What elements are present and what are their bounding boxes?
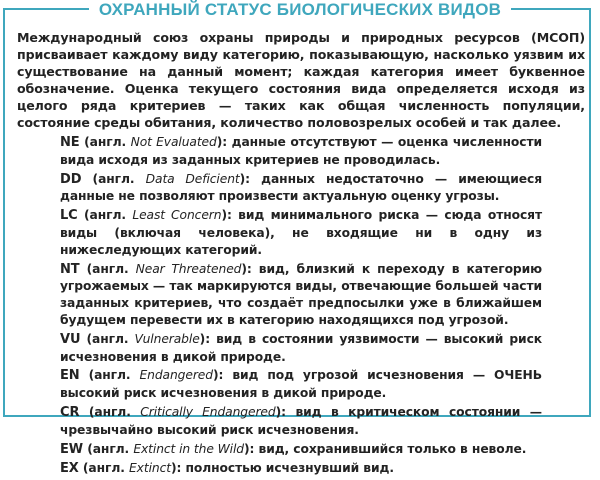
english-name: Least Concern <box>132 208 222 223</box>
definition-item <box>60 207 542 258</box>
definition-item <box>60 441 542 459</box>
definitions-list <box>60 134 542 480</box>
lang-prefix: (англ. <box>78 461 129 476</box>
category-code: EW <box>60 441 84 457</box>
definition-text: ): вид минимального риска — сюда относят виды (включая человека), не входящие ни в одну из нижеследующих категорий. <box>60 208 542 257</box>
english-name: Near Threatened <box>135 261 242 276</box>
english-name: Extinct in the Wild <box>133 441 244 456</box>
lang-prefix: (англ. <box>79 404 141 419</box>
definition-item <box>60 404 542 439</box>
category-code: NE <box>60 135 80 150</box>
english-name: Critically Endangered <box>140 404 276 419</box>
english-name: Vulnerable <box>134 331 200 346</box>
definition-text: ): вид, сохранившийся только в неволе. <box>244 441 527 456</box>
intro-paragraph: Международный союз охраны природы и природных ресурсов (МСОП) присваивает каждому виду категорию, показывающую, насколько уязвим их существование на данный момент; каждая категория имеет буквенное обозначение. Оценка текущего состояния вида определяется исходя из целого ряда критериев — таких как общая численность популяции, состояние среды обитания, количество половозрелых особей и так далее. <box>17 30 585 130</box>
lang-prefix: (англ. <box>77 208 133 223</box>
lang-prefix: (англ. <box>80 331 135 346</box>
lang-prefix: (англ. <box>81 171 146 186</box>
english-name: Extinct <box>129 461 171 476</box>
category-code: DD <box>60 171 82 187</box>
english-name: Endangered <box>139 368 213 383</box>
category-code: VU <box>60 331 81 347</box>
category-code: LC <box>60 208 78 224</box>
definition-text: ): вид в критическом состоянии — чрезвычайно высокий риск исчезновения. <box>60 404 542 437</box>
page-title: ОХРАННЫЙ СТАТУС БИОЛОГИЧЕСКИХ ВИДОВ <box>89 2 511 18</box>
definition-item <box>60 367 542 402</box>
definition-text: ): данные отсутствуют — оценка численности вида исходя из заданных критериев не проводилась. <box>60 135 542 167</box>
lang-prefix: (англ. <box>83 441 134 456</box>
title-bar <box>0 0 600 20</box>
definition-text: ): данных недостаточно — имеющиеся данные не позволяют произвести актуальную оценку угрозы. <box>60 171 542 204</box>
english-name: Data Deficient <box>145 171 240 186</box>
lang-prefix: (англ. <box>79 135 131 149</box>
definition-item <box>60 460 542 478</box>
category-code: EX <box>60 461 79 477</box>
english-name: Not Evaluated <box>130 135 217 149</box>
lang-prefix: (англ. <box>79 261 136 276</box>
definition-text: ): вид, близкий к переходу в категорию угрожаемых — так маркируются виды, отвечающие большей части заданных критериев, что создаёт предпосылки уже в ближайшем будущем перевести их в категорию находящихся под угрозой. <box>60 261 543 327</box>
definition-item <box>60 331 542 366</box>
definition-item <box>60 261 542 329</box>
definition-text: ): полностью исчезнувший вид. <box>170 461 394 476</box>
definition-item <box>60 134 542 169</box>
category-code: NT <box>60 261 80 277</box>
definition-text: ): вид под угрозой исчезновения — ОЧЕНЬ высокий риск исчезновения в дикой природе. <box>60 368 542 401</box>
definition-item <box>60 171 542 206</box>
category-code: EN <box>60 368 80 384</box>
definition-text: ): вид в состоянии уязвимости — высокий риск исчезновения в дикой природе. <box>60 331 543 364</box>
lang-prefix: (англ. <box>79 368 140 383</box>
category-code: CR <box>60 404 80 420</box>
